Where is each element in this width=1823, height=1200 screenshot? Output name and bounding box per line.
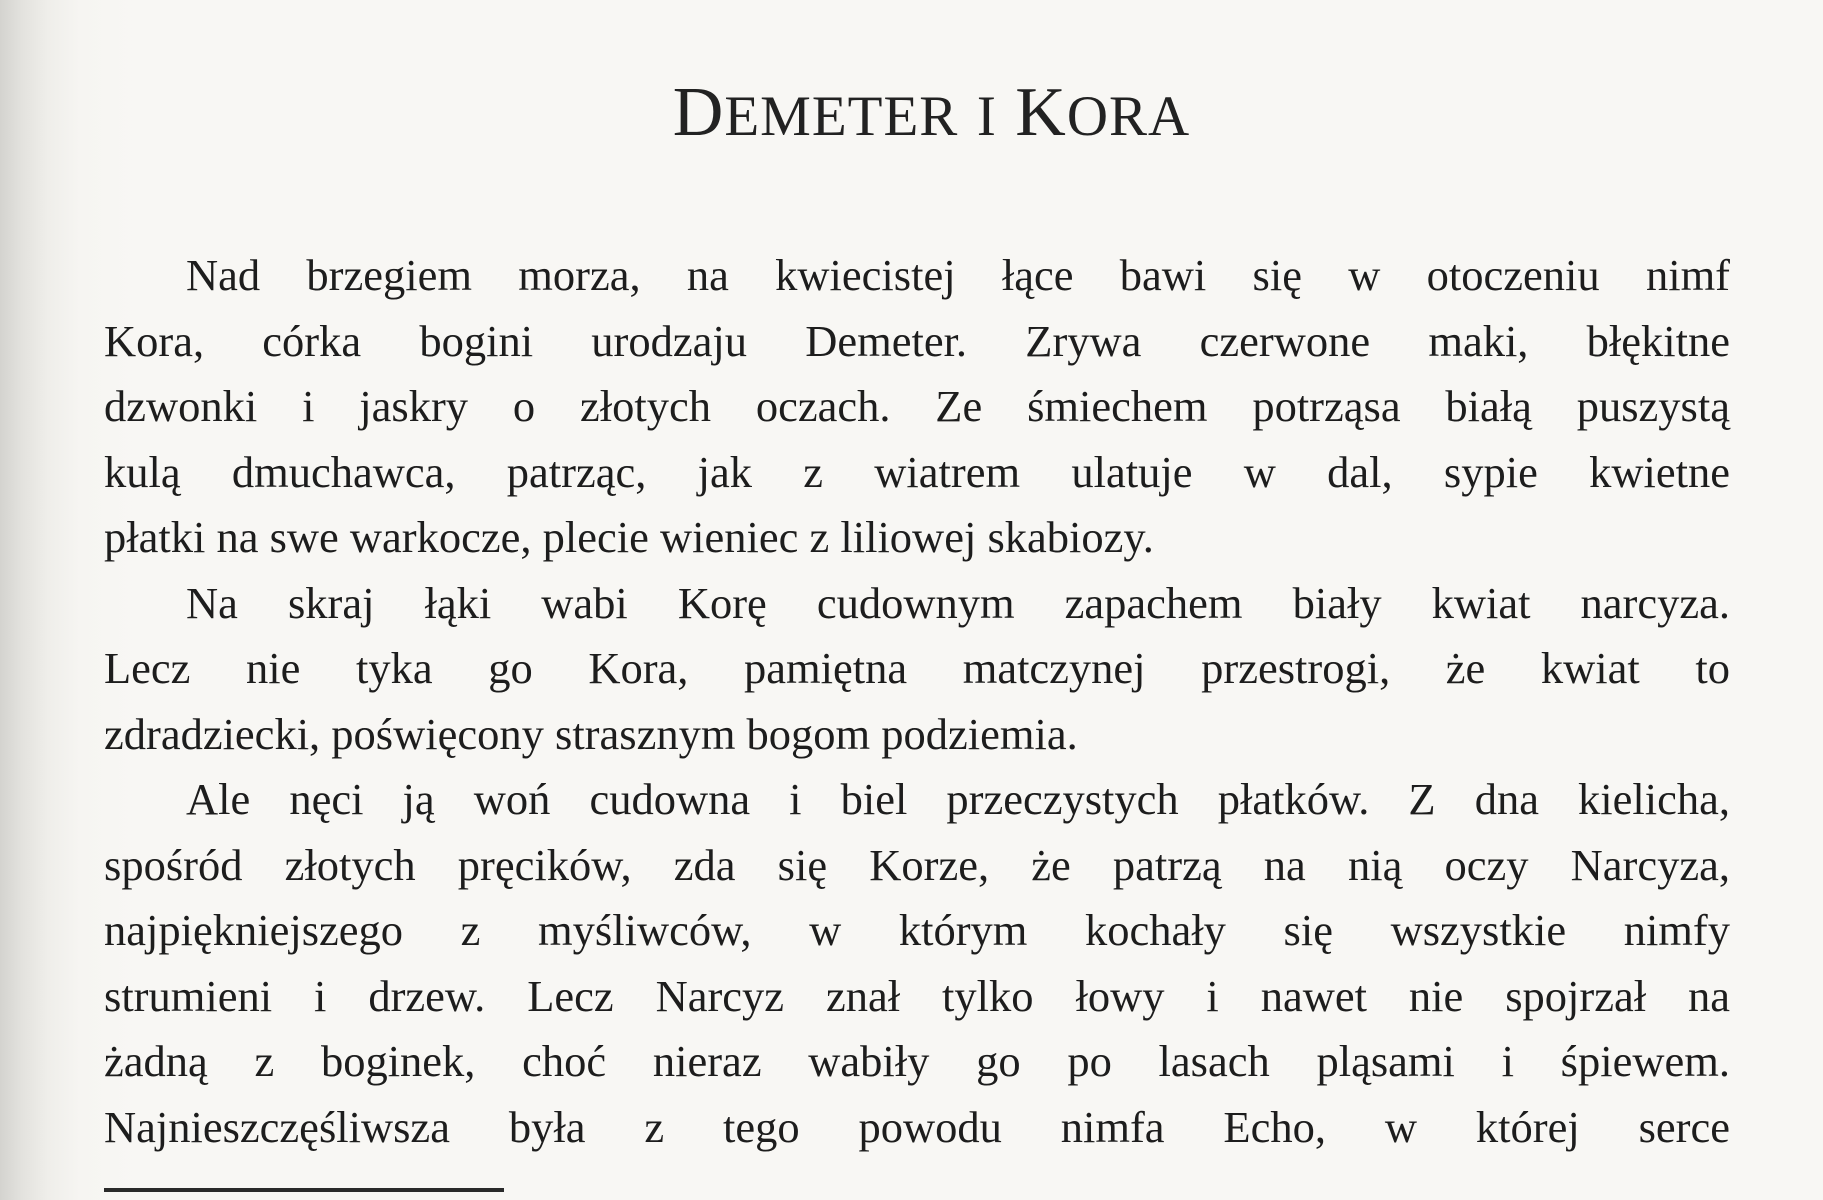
text-line: Kora, córka bogini urodzaju Demeter. Zrywa czerwone maki, błękitne	[104, 315, 1730, 366]
title-initial-d: D	[672, 74, 725, 151]
text-line: żadną z boginek, choć nieraz wabiły go po lasach pląsami i śpiewem.	[104, 1036, 1730, 1086]
text-line: dzwonki i jaskry o złotych oczach. Ze śmiechem potrząsa białą puszystą	[104, 381, 1730, 431]
title-rest-ora: ORA	[1066, 85, 1191, 148]
text-line: Najnieszczęśliwsza była z tego powodu nimfa Echo, w której serce	[104, 1101, 1730, 1152]
title-word-i: I	[976, 85, 997, 148]
text-line: strumieni i drzew. Lecz Narcyz znał tylko łowy i nawet nie spojrzał na	[104, 970, 1730, 1021]
footnote-rule	[104, 1188, 504, 1192]
title-initial-k: K	[1015, 74, 1067, 151]
text-line: zdradziecki, poświęcony strasznym bogom podziemia.	[104, 708, 1078, 759]
text-line: Lecz nie tyka go Kora, pamiętna matczynej przestrogi, że kwiat to	[104, 643, 1730, 693]
text-line: spośród złotych pręcików, zda się Korze, że patrzą na nią oczy Narcyza,	[104, 839, 1730, 890]
chapter-title	[0, 74, 1823, 151]
text-line: Nad brzegiem morza, na kwiecistej łące bawi się w otoczeniu nimf	[186, 250, 1730, 300]
text-line: najpiękniejszego z myśliwców, w którym kochały się wszystkie nimfy	[104, 905, 1730, 955]
text-line: kulą dmuchawca, patrząc, jak z wiatrem ulatuje w dal, sypie kwietne	[104, 446, 1730, 497]
text-line: Ale nęci ją woń cudowna i biel przeczystych płatków. Z dna kielicha,	[186, 774, 1730, 824]
text-line: Na skraj łąki wabi Korę cudownym zapachem biały kwiat narcyza.	[186, 577, 1730, 628]
title-rest-emeter: EMETER	[724, 85, 959, 148]
chapter-body	[104, 243, 1730, 1160]
text-line: płatki na swe warkocze, plecie wieniec z liliowej skabiozy.	[104, 512, 1154, 562]
